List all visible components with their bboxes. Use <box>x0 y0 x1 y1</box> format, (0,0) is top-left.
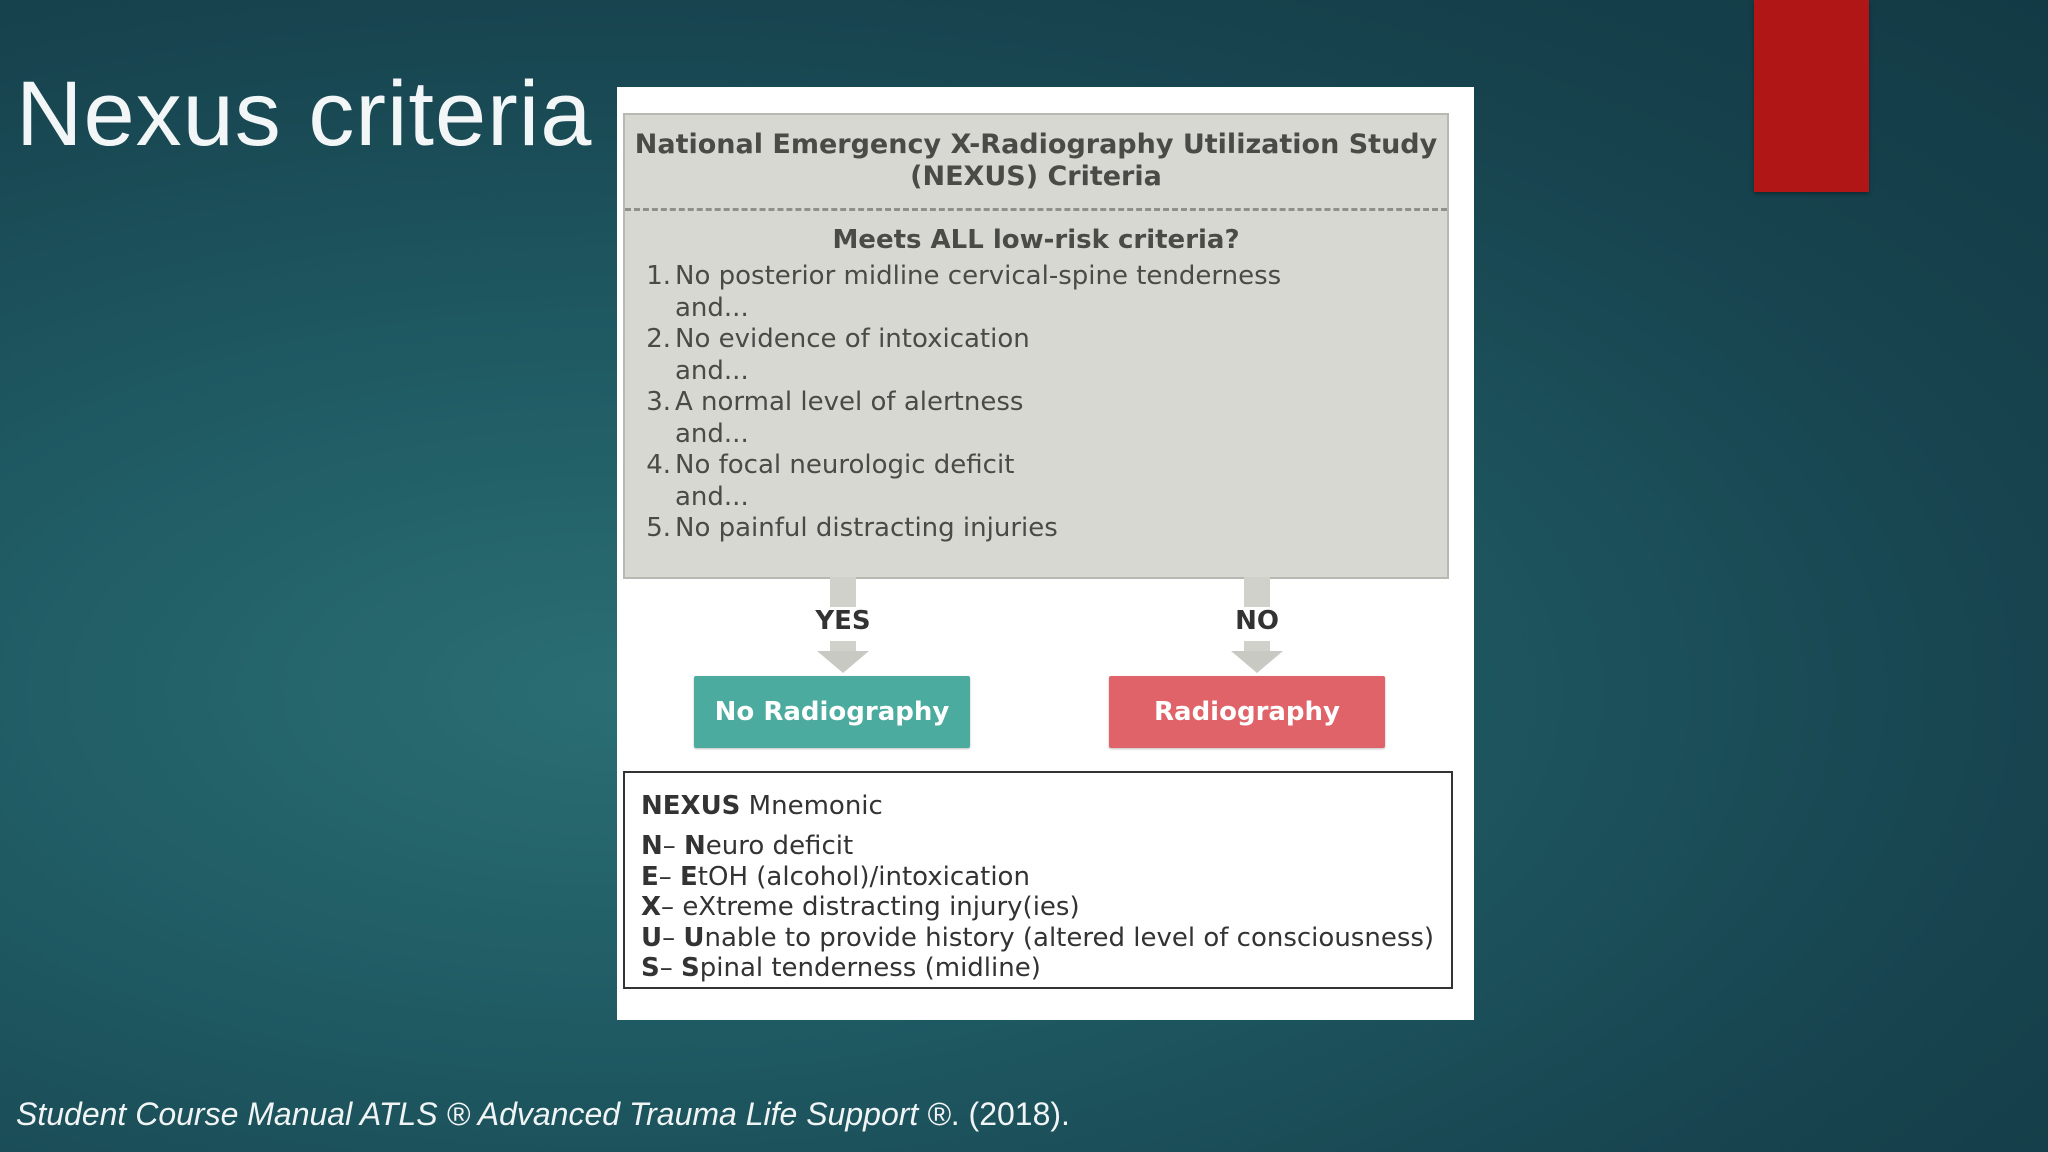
criterion-text: No posterior midline cervical-spine tenderness <box>675 261 1282 291</box>
mnemonic-dash: – <box>658 861 681 892</box>
mnemonic-line <box>641 923 1434 954</box>
criterion-number: 1. <box>646 261 671 291</box>
criterion-text: No evidence of intoxication <box>675 324 1030 354</box>
mnemonic-line <box>641 953 1434 984</box>
yes-label: YES <box>815 606 871 636</box>
criterion-text: A normal level of alertness <box>675 387 1024 417</box>
yes-arrow-head <box>817 651 869 673</box>
criteria-box <box>623 113 1449 579</box>
mnemonic-key: X <box>641 892 662 922</box>
citation-title: Student Course Manual ATLS ® Advanced Trauma Life Support ® <box>16 1096 951 1132</box>
criteria-question: Meets ALL low-risk criteria? <box>832 225 1240 255</box>
no-radiography-box: No Radiography <box>694 676 970 748</box>
criterion-number: 3. <box>646 387 671 417</box>
criterion-and: and... <box>675 293 749 323</box>
mnemonic-first-letter: E <box>680 861 698 892</box>
yes-arrow-shaft <box>830 577 856 607</box>
mnemonic-rest: eXtreme distracting injury(ies) <box>682 892 1080 922</box>
criterion-number: 4. <box>646 450 671 480</box>
mnemonic-line <box>641 892 1434 923</box>
no-label: NO <box>1235 606 1279 636</box>
slide-title: Nexus criteria <box>16 63 593 165</box>
mnemonic-dash: – <box>662 831 685 861</box>
mnemonic-first-letter: U <box>683 922 705 953</box>
mnemonic-title-bold: NEXUS <box>641 791 741 821</box>
mnemonic-title <box>641 791 883 821</box>
mnemonic-dash: – <box>661 892 683 922</box>
criterion-and: and... <box>675 356 749 386</box>
mnemonic-rest: euro deficit <box>705 831 854 861</box>
mnemonic-line <box>641 862 1434 893</box>
citation <box>16 1096 1070 1133</box>
header-line-2: (NEXUS) Criteria <box>910 161 1162 192</box>
mnemonic-key: S <box>641 953 660 983</box>
mnemonic-rest: nable to provide history (altered level of consciousness) <box>704 922 1435 953</box>
no-arrow-shaft <box>1244 577 1270 607</box>
mnemonic-first-letter: N <box>684 831 706 861</box>
mnemonic-title-rest: Mnemonic <box>740 791 883 821</box>
mnemonic-dash: – <box>662 922 684 953</box>
mnemonic-key: U <box>641 922 663 953</box>
criterion-number: 2. <box>646 324 671 354</box>
mnemonic-first-letter: S <box>681 953 700 983</box>
nexus-flowchart <box>617 87 1474 1020</box>
criterion-and: and... <box>675 419 749 449</box>
mnemonic-dash: – <box>659 953 681 983</box>
no-arrow-head <box>1231 651 1283 673</box>
mnemonic-line <box>641 831 1434 862</box>
mnemonic-box <box>623 771 1453 989</box>
mnemonic-key: E <box>641 861 659 892</box>
mnemonic-rest: tOH (alcohol)/intoxication <box>697 861 1030 892</box>
radiography-box: Radiography <box>1109 676 1385 748</box>
criterion-number: 5. <box>646 513 671 543</box>
criterion-text: No focal neurologic deficit <box>675 450 1015 480</box>
citation-year: . (2018). <box>950 1096 1070 1132</box>
mnemonic-rest: pinal tenderness (midline) <box>699 953 1041 983</box>
header-line-1: National Emergency X-Radiography Utilization Study <box>634 129 1438 160</box>
criterion-and: and... <box>675 482 749 512</box>
criteria-header <box>625 115 1447 211</box>
accent-tab <box>1754 0 1869 192</box>
mnemonic-lines <box>641 831 1434 984</box>
criterion-text: No painful distracting injuries <box>675 513 1058 543</box>
mnemonic-key: N <box>641 831 663 861</box>
